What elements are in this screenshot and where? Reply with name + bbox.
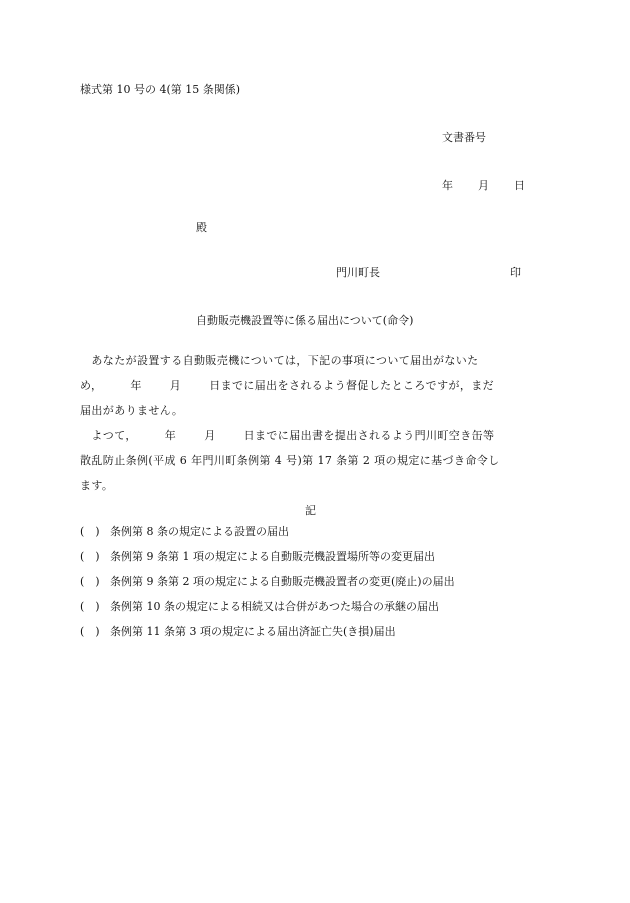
addressee-suffix: 殿 <box>196 221 207 234</box>
item-text: 条例第 10 条の規定による相続又は合併があつた場合の承継の届出 <box>110 600 439 613</box>
paragraph-line <box>80 348 550 373</box>
list-item <box>80 525 455 550</box>
paragraph-text: あなたが設置する自動販売機については，下記の事項について届出がないた <box>91 354 479 367</box>
list-item <box>80 600 455 625</box>
item-text: 条例第 8 条の規定による設置の届出 <box>110 525 289 538</box>
seal-mark: 印 <box>510 266 521 279</box>
paragraph-text: め， <box>80 379 103 392</box>
checkbox-paren: ( ) <box>80 550 100 563</box>
item-text: 条例第 9 条第 2 項の規定による自動販売機設置者の変更(廃止)の届出 <box>110 575 455 588</box>
checkbox-paren: ( ) <box>80 525 100 538</box>
year-blank-label: 年 <box>130 379 142 392</box>
paragraph-text: 日までに届出をされるよう督促したところですが，まだ <box>209 379 495 392</box>
paragraph-line: ます。 <box>80 479 114 492</box>
issuer-name: 門川町長 <box>336 266 380 279</box>
list-item <box>80 575 455 600</box>
paragraph-line <box>80 373 550 398</box>
body-paragraph-2 <box>80 423 550 498</box>
body-paragraph-1 <box>80 348 550 423</box>
checkbox-paren: ( ) <box>80 625 100 638</box>
date-year-label: 年 <box>442 179 453 192</box>
paragraph-text: 日までに届出書を提出されるよう門川町空き缶等 <box>243 429 495 442</box>
date-line <box>442 177 525 192</box>
item-text: 条例第 11 条第 3 項の規定による届出済証亡失(き損)届出 <box>110 625 396 638</box>
list-item <box>80 550 455 575</box>
list-item <box>80 625 455 650</box>
checkbox-paren: ( ) <box>80 600 100 613</box>
checkbox-paren: ( ) <box>80 575 100 588</box>
month-blank-label: 月 <box>204 429 216 442</box>
item-list <box>80 525 455 650</box>
document-title: 自動販売機設置等に係る届出について(命令) <box>196 314 414 327</box>
item-text: 条例第 9 条第 1 項の規定による自動販売機設置場所等の変更届出 <box>110 550 435 563</box>
document-number-label: 文書番号 <box>442 131 486 144</box>
ki-heading: 記 <box>305 504 316 517</box>
paragraph-text: よつて， <box>91 429 137 442</box>
date-day-label: 日 <box>514 179 525 192</box>
year-blank-label: 年 <box>164 429 177 442</box>
form-number: 様式第 10 号の 4(第 15 条関係) <box>80 83 241 96</box>
paragraph-line <box>80 423 550 448</box>
paragraph-line: 届出がありません。 <box>80 404 184 417</box>
date-month-label: 月 <box>478 179 489 192</box>
month-blank-label: 月 <box>169 379 182 392</box>
paragraph-line: 散乱防止条例(平成 6 年門川町条例第 4 号)第 17 条第 2 項の規定に基づき命令し <box>80 454 500 467</box>
